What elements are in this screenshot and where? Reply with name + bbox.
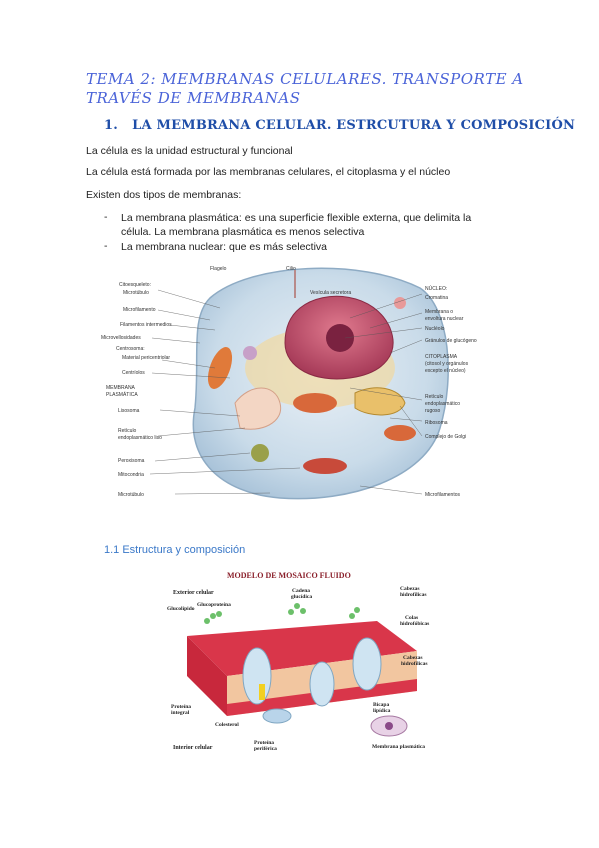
- label: Ribosoma: [425, 420, 448, 426]
- label: Cromatina: [425, 295, 449, 301]
- label: (citosol y orgánulos: [425, 361, 469, 367]
- label: Lisosoma: [118, 408, 140, 414]
- lysosome: [243, 346, 257, 360]
- section-title: LA MEMBRANA CELULAR. ESTRCUTURA Y COMPOSICIÓN: [132, 118, 576, 133]
- label: Microvellosidades: [101, 335, 141, 341]
- label: Membrana o: [425, 309, 454, 315]
- label: Gránulos de glucógeno: [425, 338, 477, 344]
- integral-protein: [310, 662, 334, 706]
- label: Retículo: [118, 428, 137, 434]
- label: Vesícula secretora: [310, 290, 352, 296]
- label: Flagelo: [210, 266, 227, 272]
- cell-icon-nucleus: [385, 722, 393, 730]
- label: Nucléolo: [425, 326, 445, 332]
- label: Interior celular: [173, 745, 213, 751]
- label: Proteína: [254, 740, 275, 746]
- label: lipídica: [373, 708, 391, 714]
- label: MEMBRANA: [106, 385, 135, 391]
- label: Cabezas: [400, 586, 420, 592]
- label: Microtúbulo: [123, 290, 149, 296]
- subsection-heading: 1.1 Estructura y composición: [104, 544, 246, 556]
- mitochondrion: [293, 393, 337, 413]
- peroxisome: [251, 444, 269, 462]
- label: Centríolos: [122, 370, 145, 376]
- label: CITOPLASMA: [425, 354, 458, 360]
- paragraph: La célula es la unidad estructural y funcional: [86, 145, 293, 157]
- label: Glucoproteína: [197, 602, 231, 608]
- label: rugoso: [425, 408, 441, 414]
- label: Cabezas: [403, 655, 423, 661]
- label: Exterior celular: [173, 590, 214, 596]
- label: Cadena: [292, 588, 311, 594]
- label: hidrofílicas: [400, 592, 427, 598]
- label: hidrofóbicas: [400, 621, 430, 627]
- label: endoplasmático: [425, 401, 461, 407]
- label: periférica: [254, 746, 277, 752]
- label: Filamentos intermedios: [120, 322, 172, 328]
- integral-protein: [353, 638, 381, 690]
- bullet-text: La membrana nuclear: que es más selectiva: [121, 241, 328, 253]
- label: Colas: [405, 615, 419, 621]
- label: Membrana plasmática: [372, 744, 426, 750]
- label: Microfilamentos: [425, 492, 461, 498]
- label: PLASMÁTICA: [106, 392, 138, 398]
- nucleolus: [326, 324, 354, 352]
- label: Cilio: [286, 266, 296, 272]
- label: Citoesqueleto:: [119, 282, 151, 288]
- label: glucídica: [291, 594, 313, 600]
- label: Material pericentriolar: [122, 355, 171, 361]
- bullet-dash: -: [104, 240, 108, 252]
- integral-protein: [243, 648, 271, 704]
- bullet-dash: -: [104, 211, 108, 223]
- label: Mitocondria: [118, 472, 144, 478]
- label: Microtúbulo: [118, 492, 144, 498]
- animal-cell-diagram: [100, 258, 505, 508]
- label: Centrosoma:: [116, 346, 145, 352]
- section-number: 1.: [104, 118, 118, 133]
- figure-title: MODELO DE MOSAICO FLUIDO: [227, 571, 351, 580]
- document-title: TEMA 2: MEMBRANAS CELULARES. TRANSPORTE A TRAVÉS DE MEMBRANAS: [86, 70, 524, 107]
- label: Bicapa: [373, 702, 390, 708]
- label: endoplasmático liso: [118, 435, 162, 441]
- mitochondrion: [384, 425, 416, 441]
- bullet-text: La membrana plasmática: es una superficie flexible externa, que delimita la célula. La membrana plasmática es menos selectiva: [121, 212, 472, 238]
- label: Complejo de Golgi: [425, 434, 467, 440]
- label: NÚCLEO:: [425, 286, 448, 292]
- paragraph: Existen dos tipos de membranas:: [86, 189, 242, 201]
- label: Retículo: [425, 394, 444, 400]
- secretory-vesicle: [394, 297, 406, 309]
- mitochondrion: [303, 458, 347, 474]
- peripheral-protein: [263, 709, 291, 723]
- cholesterol: [259, 684, 265, 700]
- section-heading: [104, 118, 575, 133]
- paragraph: La célula está formada por las membranas celulares, el citoplasma y el núcleo: [86, 166, 451, 178]
- label: hidrofílicas: [401, 661, 428, 667]
- label: integral: [171, 710, 190, 716]
- label: envoltura nuclear: [425, 316, 464, 322]
- label: excepto el núcleo): [425, 368, 466, 374]
- label: Glucolípido: [167, 606, 195, 612]
- fluid-mosaic-diagram: [167, 566, 439, 754]
- label: Microfilamento: [123, 307, 156, 313]
- label: Colesterol: [215, 722, 239, 728]
- label: Peroxisoma: [118, 458, 145, 464]
- label: Proteína: [171, 704, 192, 710]
